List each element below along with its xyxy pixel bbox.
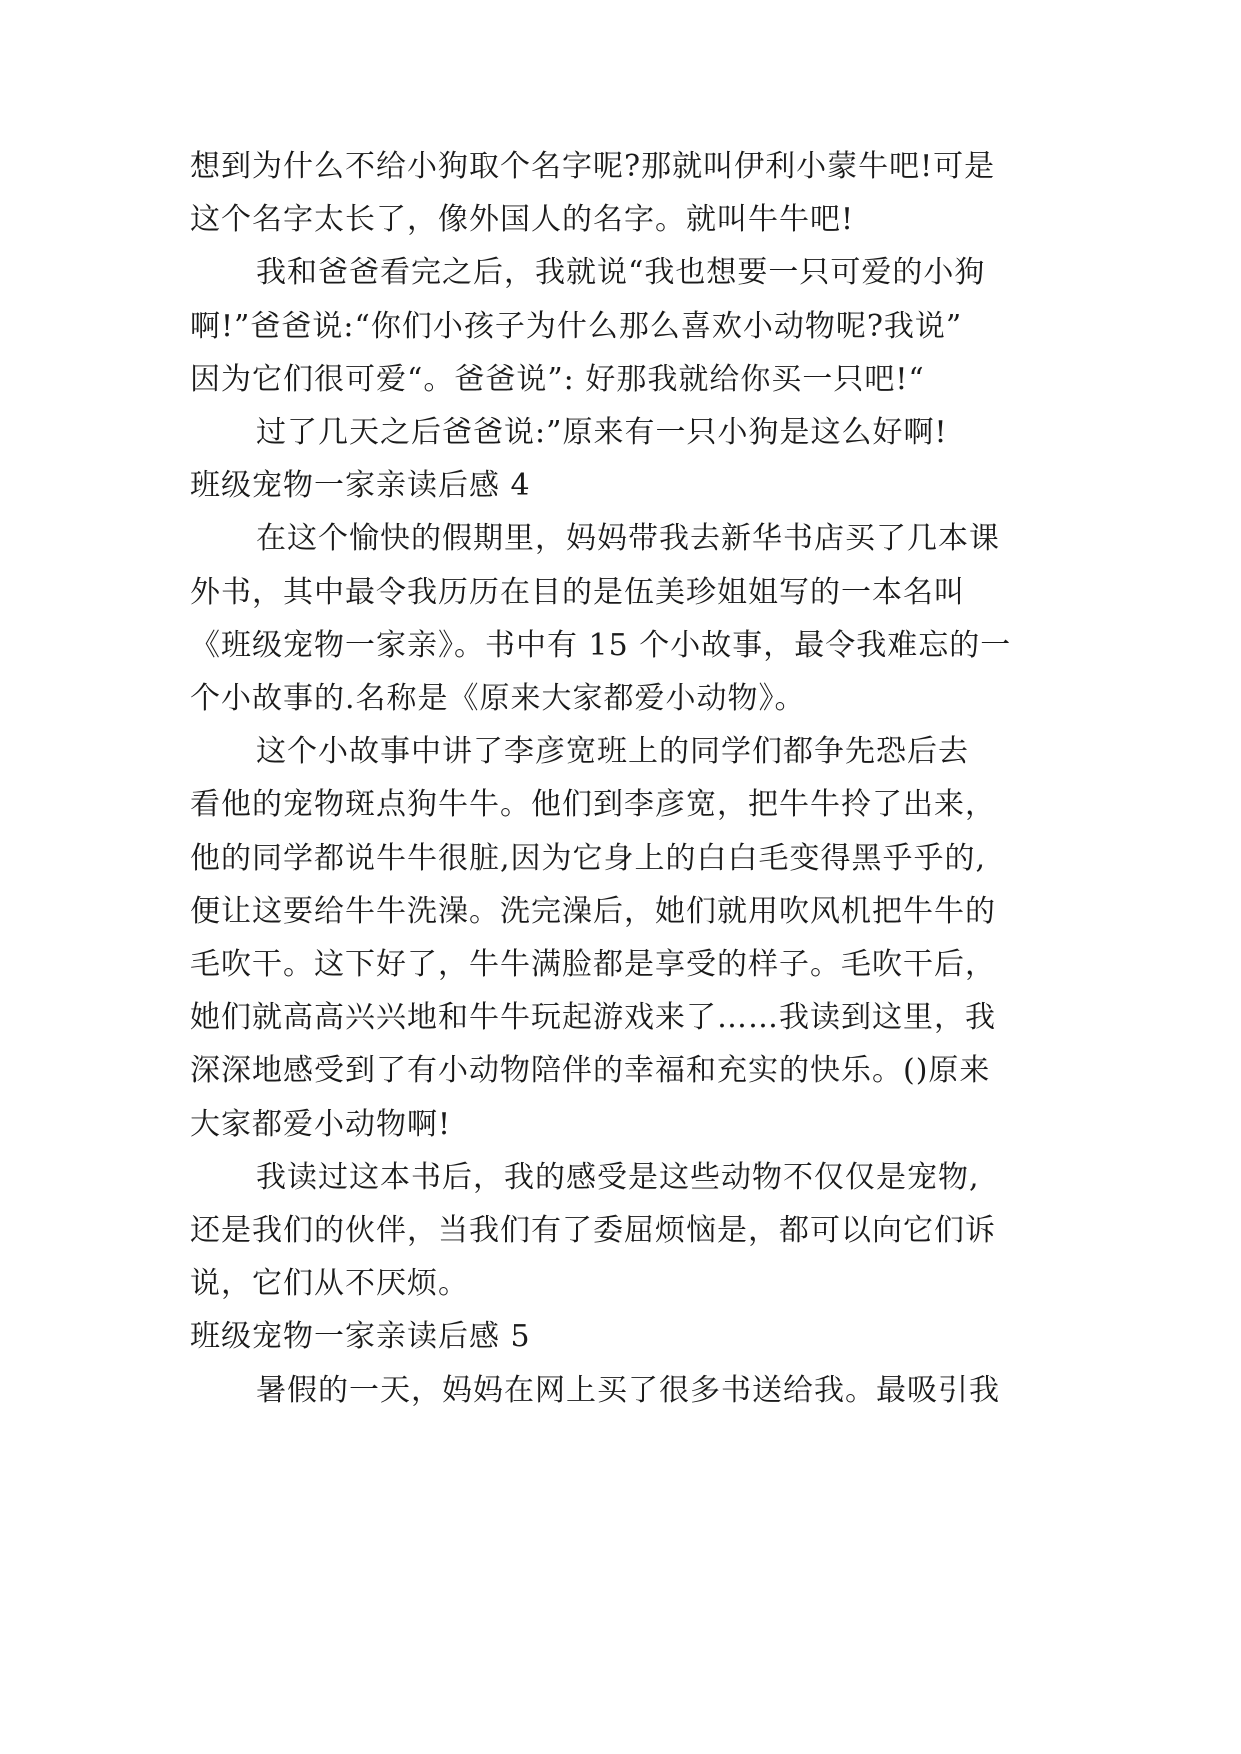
text-line: 外书，其中最令我历历在目的是伍美珍姐姐写的一本名叫	[190, 574, 965, 610]
text-line: 这个小故事中讲了李彦宽班上的同学们都争先恐后去	[256, 734, 969, 770]
text-line: 我读过这本书后，我的感受是这些动物不仅仅是宠物,	[256, 1159, 980, 1195]
text-line: 在这个愉快的假期里，妈妈带我去新华书店买了几本课	[256, 521, 1000, 557]
text-line: 因为它们很可爱“。爸爸说”: 好那我就给你买一只吧!“	[190, 361, 925, 397]
text-line: 大家都爱小动物啊!	[190, 1106, 452, 1142]
text-line: 我和爸爸看完之后，我就说“我也想要一只可爱的小狗	[256, 255, 986, 291]
text-line: 还是我们的伙伴，当我们有了委屈烦恼是，都可以向它们诉	[190, 1213, 996, 1248]
text-line: 深深地感受到了有小动物陪伴的幸福和充实的快乐。()原来	[190, 1053, 991, 1089]
text-line: 暑假的一天，妈妈在网上买了很多书送给我。最吸引我	[256, 1372, 1000, 1408]
text-line: 过了几天之后爸爸说:”原来有一只小狗是这么好啊!	[256, 415, 948, 450]
text-line: 这个名字太长了，像外国人的名字。就叫牛牛吧!	[190, 202, 855, 238]
text-line: 啊!”爸爸说:“你们小孩子为什么那么喜欢小动物呢?我说”	[190, 308, 963, 344]
text-line: 想到为什么不给小狗取个名字呢?那就叫伊利小蒙牛吧!可是	[190, 149, 996, 184]
text-line: 个小故事的.名称是《原来大家都爱小动物》。	[190, 681, 806, 716]
text-line: 看他的宠物斑点狗牛牛。他们到李彦宽，把牛牛拎了出来，	[190, 787, 996, 823]
text-line: 说，它们从不厌烦。	[190, 1266, 469, 1302]
text-line: 便让这要给牛牛洗澡。洗完澡后，她们就用吹风机把牛牛的	[190, 893, 996, 929]
text-line: 毛吹干。这下好了，牛牛满脸都是享受的样子。毛吹干后，	[190, 947, 996, 982]
text-line: 《班级宠物一家亲》。书中有 15 个小故事，最令我难忘的一	[190, 627, 1012, 663]
text-line: 她们就高高兴兴地和牛牛玩起游戏来了……我读到这里，我	[190, 1000, 996, 1036]
text-line: 他的同学都说牛牛很脏,因为它身上的白白毛变得黑乎乎的,	[190, 840, 987, 876]
section-heading: 班级宠物一家亲读后感 5	[190, 1319, 531, 1355]
section-heading: 班级宠物一家亲读后感 4	[190, 468, 531, 504]
